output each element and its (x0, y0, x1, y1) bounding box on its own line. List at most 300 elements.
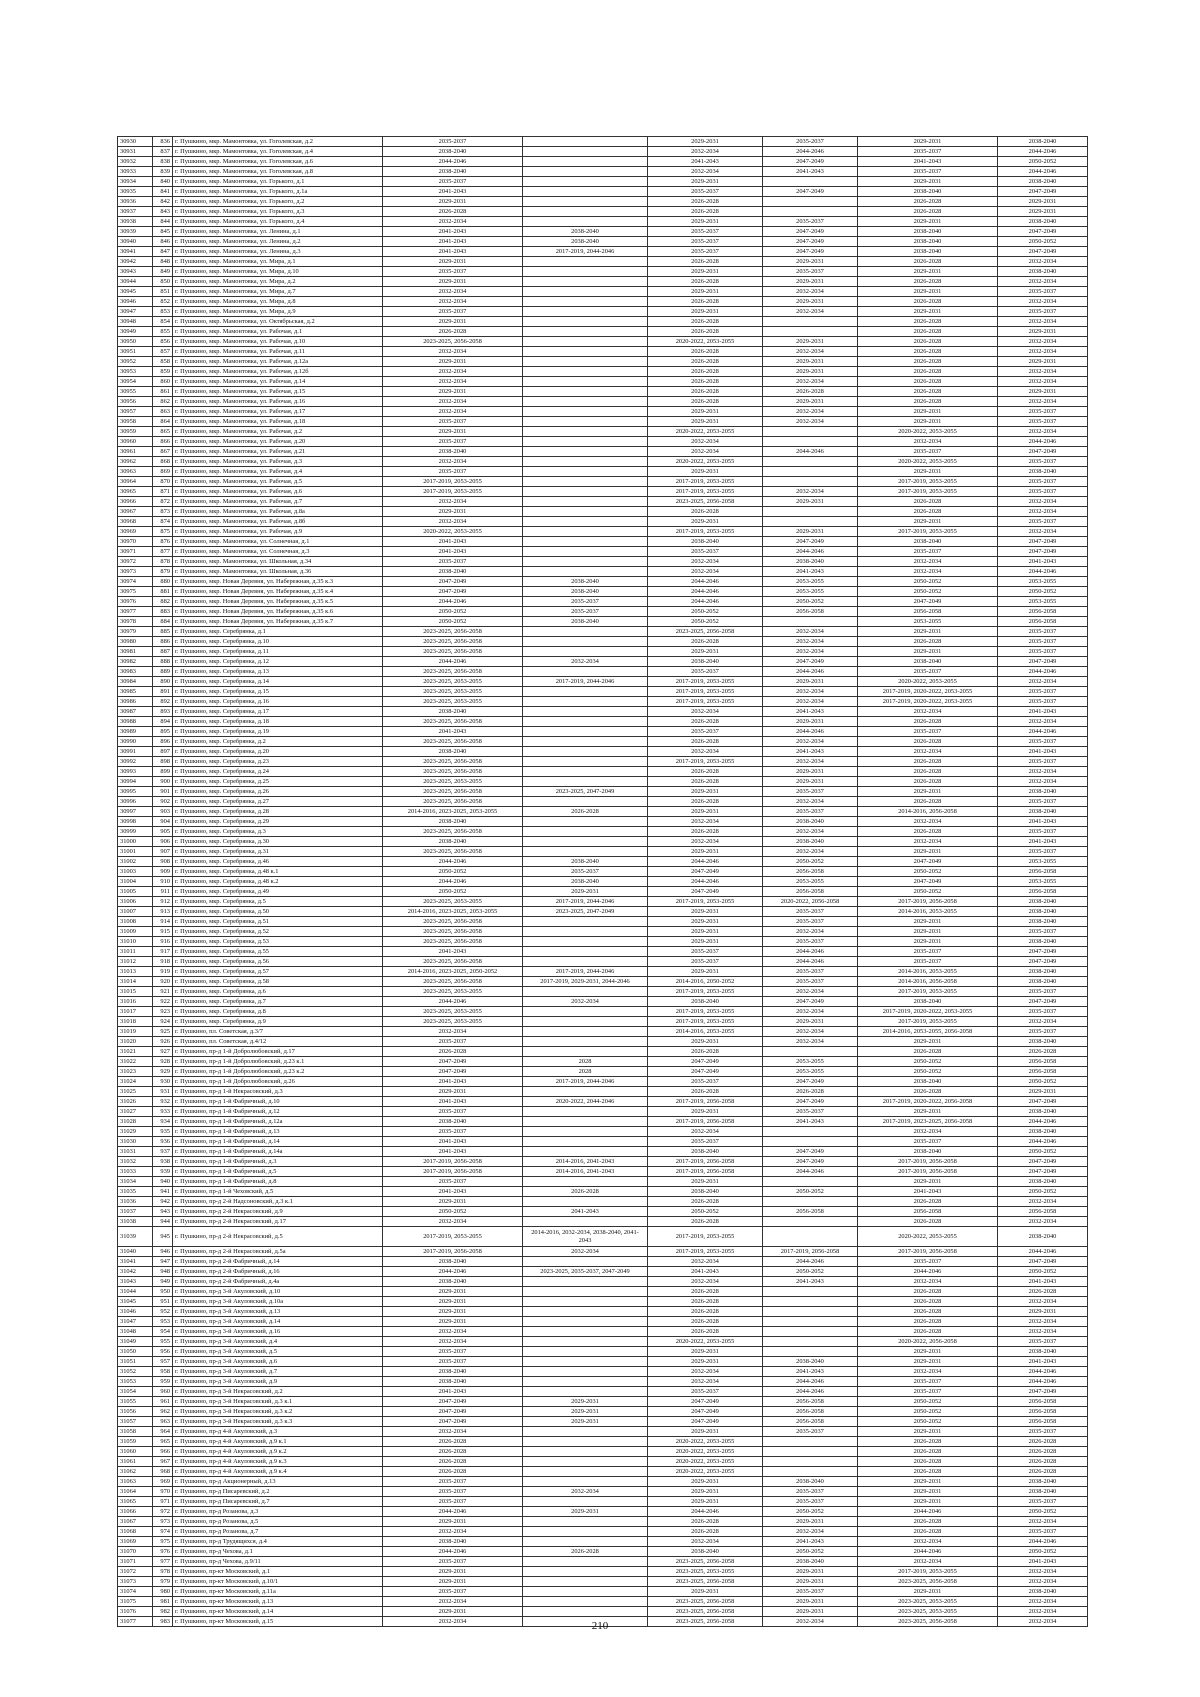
cell-period-1: 2041-2043 (383, 1187, 523, 1197)
cell-period-1: 2023-2025, 2053-2055 (383, 987, 523, 997)
register-table-container (117, 136, 1087, 1627)
cell-record-id: 30972 (118, 557, 153, 567)
cell-period-2 (523, 1447, 648, 1457)
cell-record-id: 30947 (118, 307, 153, 317)
cell-period-5: 2050-2052 (858, 1067, 998, 1077)
cell-period-5: 2032-2034 (858, 817, 998, 827)
cell-period-2 (523, 1047, 648, 1057)
cell-period-2: 2038-2040 (523, 237, 648, 247)
cell-period-3: 2026-2028 (648, 1307, 763, 1317)
cell-row-number: 937 (153, 1147, 173, 1157)
cell-period-2 (523, 487, 648, 497)
cell-period-5: 2026-2028 (858, 737, 998, 747)
cell-period-2 (523, 1517, 648, 1527)
cell-row-number: 951 (153, 1297, 173, 1307)
cell-period-1: 2032-2034 (383, 457, 523, 467)
cell-period-3: 2029-2031 (648, 137, 763, 147)
page-number: 210 (591, 1620, 609, 1632)
cell-address: г. Пушкино, мкр. Мамонтовка, ул. Рабочая, д.6 (173, 487, 383, 497)
cell-period-4: 2029-2031 (763, 257, 858, 267)
cell-address: г. Пушкино, мкр. Серебрянка, д.15 (173, 687, 383, 697)
cell-period-2 (523, 187, 648, 197)
cell-period-6: 2038-2040 (998, 1227, 1088, 1247)
cell-record-id: 30953 (118, 367, 153, 377)
cell-period-3: 2029-2031 (648, 647, 763, 657)
cell-period-6: 2032-2034 (998, 1327, 1088, 1337)
cell-row-number: 966 (153, 1447, 173, 1457)
cell-row-number: 918 (153, 957, 173, 967)
cell-period-5: 2050-2052 (858, 1407, 998, 1417)
table-row (118, 617, 1088, 627)
cell-row-number: 870 (153, 477, 173, 487)
table-row (118, 1377, 1088, 1387)
cell-period-4: 2032-2034 (763, 687, 858, 697)
cell-period-4: 2035-2037 (763, 977, 858, 987)
cell-period-1: 2038-2040 (383, 817, 523, 827)
cell-address: г. Пушкино, мкр. Мамонтовка, ул. Октябрьская, д.2 (173, 317, 383, 327)
cell-period-6: 2035-2037 (998, 287, 1088, 297)
cell-period-1: 2038-2040 (383, 1367, 523, 1377)
cell-period-1: 2044-2046 (383, 597, 523, 607)
cell-period-6: 2044-2046 (998, 1367, 1088, 1377)
cell-period-1: 2035-2037 (383, 1587, 523, 1597)
cell-period-3: 2038-2040 (648, 537, 763, 547)
cell-period-4: 2038-2040 (763, 1477, 858, 1487)
cell-period-6: 2053-2055 (998, 577, 1088, 587)
cell-period-5: 2032-2034 (858, 567, 998, 577)
cell-period-3: 2032-2034 (648, 557, 763, 567)
cell-period-4: 2044-2046 (763, 1167, 858, 1177)
cell-period-2: 2017-2019, 2044-2046 (523, 1077, 648, 1087)
cell-record-id: 31045 (118, 1297, 153, 1307)
cell-period-5: 2044-2046 (858, 1507, 998, 1517)
cell-address: г. Пушкино, мкр. Серебрянка, д.1 (173, 627, 383, 637)
cell-period-6: 2038-2040 (998, 937, 1088, 947)
cell-address: г. Пушкино, пр-д 1-й Фабричный, д.14 (173, 1137, 383, 1147)
table-row (118, 507, 1088, 517)
cell-period-3: 2029-2031 (648, 927, 763, 937)
cell-record-id: 30946 (118, 297, 153, 307)
cell-row-number: 857 (153, 347, 173, 357)
cell-address: г. Пушкино, пр-д 3-й Акуловский, д.13 (173, 1307, 383, 1317)
cell-row-number: 880 (153, 577, 173, 587)
cell-period-4: 2020-2022, 2056-2058 (763, 897, 858, 907)
cell-period-3: 2023-2025, 2056-2058 (648, 1597, 763, 1607)
cell-period-4 (763, 1337, 858, 1347)
cell-record-id: 31075 (118, 1597, 153, 1607)
cell-row-number: 933 (153, 1107, 173, 1117)
cell-row-number: 912 (153, 897, 173, 907)
cell-period-6: 2038-2040 (998, 967, 1088, 977)
cell-period-6: 2044-2046 (998, 727, 1088, 737)
cell-row-number: 907 (153, 847, 173, 857)
cell-address: г. Пушкино, пр-д 3-й Акуловский, д.4 (173, 1337, 383, 1347)
cell-period-1: 2029-2031 (383, 1577, 523, 1587)
cell-period-6: 2032-2034 (998, 397, 1088, 407)
cell-period-5: 2041-2043 (858, 1187, 998, 1197)
cell-row-number: 911 (153, 887, 173, 897)
cell-period-4: 2047-2049 (763, 157, 858, 167)
cell-period-6: 2044-2046 (998, 1537, 1088, 1547)
cell-period-5: 2026-2028 (858, 1527, 998, 1537)
cell-period-6: 2050-2052 (998, 587, 1088, 597)
table-row (118, 557, 1088, 567)
cell-address: г. Пушкино, мкр. Серебрянка, д.11 (173, 647, 383, 657)
cell-period-3: 2017-2019, 2053-2055 (648, 1227, 763, 1247)
cell-period-6: 2041-2043 (998, 707, 1088, 717)
cell-period-2: 2035-2037 (523, 867, 648, 877)
cell-record-id: 31063 (118, 1477, 153, 1487)
table-row (118, 1577, 1088, 1587)
cell-period-6: 2035-2037 (998, 1527, 1088, 1537)
cell-period-3: 2044-2046 (648, 857, 763, 867)
cell-period-6: 2038-2040 (998, 907, 1088, 917)
cell-period-4: 2050-2052 (763, 1187, 858, 1197)
cell-period-4: 2056-2058 (763, 607, 858, 617)
cell-row-number: 886 (153, 637, 173, 647)
cell-period-2 (523, 267, 648, 277)
cell-period-1: 2029-2031 (383, 427, 523, 437)
cell-record-id: 31065 (118, 1497, 153, 1507)
cell-address: г. Пушкино, пр-д 1-й Фабричный, д.14а (173, 1147, 383, 1157)
cell-period-1: 2038-2040 (383, 707, 523, 717)
cell-period-3: 2047-2049 (648, 887, 763, 897)
cell-row-number: 846 (153, 237, 173, 247)
capital-repair-schedule-table (117, 136, 1088, 1627)
cell-address: г. Пушкино, мкр. Мамонтовка, ул. Горького, д.4 (173, 217, 383, 227)
cell-record-id: 30969 (118, 527, 153, 537)
cell-period-3: 2026-2028 (648, 717, 763, 727)
cell-record-id: 31019 (118, 1027, 153, 1037)
cell-period-5: 2038-2040 (858, 237, 998, 247)
cell-period-6: 2047-2049 (998, 947, 1088, 957)
cell-period-4: 2032-2034 (763, 637, 858, 647)
cell-period-1: 2041-2043 (383, 247, 523, 257)
cell-period-5: 2029-2031 (858, 1347, 998, 1357)
table-row (118, 657, 1088, 667)
cell-period-5: 2026-2028 (858, 1437, 998, 1447)
cell-record-id: 31052 (118, 1367, 153, 1377)
cell-record-id: 30945 (118, 287, 153, 297)
cell-period-2 (523, 327, 648, 337)
cell-period-5: 2020-2022, 2053-2055 (858, 1227, 998, 1247)
cell-period-2: 2026-2028 (523, 807, 648, 817)
cell-period-4: 2032-2034 (763, 647, 858, 657)
cell-period-4: 2041-2043 (763, 1367, 858, 1377)
cell-period-2: 2038-2040 (523, 577, 648, 587)
cell-period-2 (523, 647, 648, 657)
cell-period-6: 2032-2034 (998, 1197, 1088, 1207)
cell-record-id: 30964 (118, 477, 153, 487)
cell-period-5: 2017-2019, 2053-2055 (858, 1567, 998, 1577)
cell-record-id: 31005 (118, 887, 153, 897)
cell-period-3: 2017-2019, 2053-2055 (648, 1007, 763, 1017)
cell-period-2 (523, 407, 648, 417)
cell-address: г. Пушкино, мкр. Мамонтовка, ул. Мира, д.10 (173, 267, 383, 277)
cell-period-2: 2029-2031 (523, 1397, 648, 1407)
cell-record-id: 31013 (118, 967, 153, 977)
cell-period-3: 2026-2028 (648, 827, 763, 837)
cell-record-id: 30939 (118, 227, 153, 237)
cell-row-number: 852 (153, 297, 173, 307)
cell-period-3: 2032-2034 (648, 1127, 763, 1137)
cell-period-6: 2038-2040 (998, 1487, 1088, 1497)
cell-row-number: 927 (153, 1047, 173, 1057)
cell-period-1: 2041-2043 (383, 537, 523, 547)
cell-period-3: 2047-2049 (648, 1407, 763, 1417)
cell-period-2 (523, 1297, 648, 1307)
cell-period-3: 2038-2040 (648, 1187, 763, 1197)
cell-period-5: 2026-2028 (858, 1467, 998, 1477)
cell-row-number: 879 (153, 567, 173, 577)
table-row (118, 997, 1088, 1007)
cell-period-6: 2044-2046 (998, 667, 1088, 677)
cell-period-3: 2029-2031 (648, 407, 763, 417)
cell-period-6: 2032-2034 (998, 1597, 1088, 1607)
cell-address: г. Пушкино, пр-д 2-й Некрасовский, д.9 (173, 1207, 383, 1217)
cell-period-2: 2029-2031 (523, 1417, 648, 1427)
cell-period-2: 2029-2031 (523, 1407, 648, 1417)
cell-period-2 (523, 147, 648, 157)
cell-period-4: 2035-2037 (763, 907, 858, 917)
table-row (118, 1227, 1088, 1247)
cell-period-1: 2038-2040 (383, 567, 523, 577)
table-row (118, 937, 1088, 947)
cell-period-3: 2038-2040 (648, 1547, 763, 1557)
cell-period-2 (523, 527, 648, 537)
cell-period-3: 2032-2034 (648, 837, 763, 847)
cell-period-6: 2038-2040 (998, 807, 1088, 817)
cell-period-5: 2029-2031 (858, 647, 998, 657)
table-row (118, 1557, 1088, 1567)
cell-period-3: 2047-2049 (648, 1417, 763, 1427)
cell-row-number: 977 (153, 1557, 173, 1567)
cell-row-number: 849 (153, 267, 173, 277)
cell-period-2 (523, 957, 648, 967)
cell-row-number: 957 (153, 1357, 173, 1367)
cell-period-2 (523, 927, 648, 937)
table-row (118, 447, 1088, 457)
cell-record-id: 30956 (118, 397, 153, 407)
cell-period-2: 2023-2025, 2047-2049 (523, 787, 648, 797)
cell-period-2 (523, 707, 648, 717)
cell-period-4 (763, 477, 858, 487)
cell-record-id: 31055 (118, 1397, 153, 1407)
cell-period-6: 2032-2034 (998, 1317, 1088, 1327)
cell-address: г. Пушкино, пр-д Розанова, д.5 (173, 1517, 383, 1527)
cell-period-1: 2050-2052 (383, 1207, 523, 1217)
cell-period-4: 2056-2058 (763, 1417, 858, 1427)
cell-period-1: 2032-2034 (383, 1027, 523, 1037)
cell-period-4: 2029-2031 (763, 337, 858, 347)
cell-row-number: 974 (153, 1527, 173, 1537)
cell-period-1: 2023-2025, 2056-2058 (383, 927, 523, 937)
cell-address: г. Пушкино, пр-д 3-й Акуловский, д.6 (173, 1357, 383, 1367)
cell-record-id: 30984 (118, 677, 153, 687)
cell-record-id: 31017 (118, 1007, 153, 1017)
table-row (118, 227, 1088, 237)
cell-period-2: 2032-2034 (523, 1247, 648, 1257)
cell-row-number: 904 (153, 817, 173, 827)
cell-period-6: 2044-2046 (998, 1377, 1088, 1387)
cell-period-3: 2029-2031 (648, 807, 763, 817)
cell-row-number: 921 (153, 987, 173, 997)
cell-record-id: 30990 (118, 737, 153, 747)
table-row (118, 967, 1088, 977)
cell-period-3: 2020-2022, 2053-2055 (648, 427, 763, 437)
cell-period-5: 2026-2028 (858, 797, 998, 807)
cell-period-3: 2017-2019, 2056-2058 (648, 1157, 763, 1167)
cell-address: г. Пушкино, пр-д 3-й Некрасовский, д.3 к.2 (173, 1407, 383, 1417)
cell-row-number: 843 (153, 207, 173, 217)
cell-row-number: 943 (153, 1207, 173, 1217)
cell-period-3: 2029-2031 (648, 1177, 763, 1187)
cell-period-6: 2047-2049 (998, 997, 1088, 1007)
cell-period-2 (523, 737, 648, 747)
cell-period-3: 2035-2037 (648, 1137, 763, 1147)
cell-address: г. Пушкино, мкр. Новая Деревня, ул. Набережная, д.35 к.6 (173, 607, 383, 617)
cell-record-id: 31015 (118, 987, 153, 997)
table-row (118, 947, 1088, 957)
cell-row-number: 881 (153, 587, 173, 597)
cell-row-number: 980 (153, 1587, 173, 1597)
cell-record-id: 30987 (118, 707, 153, 717)
cell-period-6: 2032-2034 (998, 277, 1088, 287)
cell-row-number: 910 (153, 877, 173, 887)
cell-address: г. Пушкино, мкр. Серебрянка, д.13 (173, 667, 383, 677)
cell-period-4: 2029-2031 (763, 1597, 858, 1607)
table-row (118, 1067, 1088, 1077)
cell-period-6: 2044-2046 (998, 437, 1088, 447)
cell-record-id: 31026 (118, 1097, 153, 1107)
cell-period-4: 2032-2034 (763, 487, 858, 497)
table-row (118, 1267, 1088, 1277)
cell-record-id: 30931 (118, 147, 153, 157)
cell-period-6: 2029-2031 (998, 387, 1088, 397)
cell-address: г. Пушкино, мкр. Новая Деревня, ул. Набережная, д.35 к.3 (173, 577, 383, 587)
cell-period-4 (763, 177, 858, 187)
cell-address: г. Пушкино, мкр. Мамонтовка, ул. Рабочая, д.8а (173, 507, 383, 517)
cell-period-1: 2038-2040 (383, 1277, 523, 1287)
cell-record-id: 30993 (118, 767, 153, 777)
cell-period-3: 2017-2019, 2053-2055 (648, 1247, 763, 1257)
cell-period-6: 2050-2052 (998, 157, 1088, 167)
cell-period-4: 2035-2037 (763, 967, 858, 977)
cell-period-5: 2056-2058 (858, 607, 998, 617)
cell-period-2 (523, 627, 648, 637)
cell-period-5: 2026-2028 (858, 507, 998, 517)
cell-period-4: 2047-2049 (763, 537, 858, 547)
table-row (118, 397, 1088, 407)
table-row (118, 457, 1088, 467)
cell-period-3: 2035-2037 (648, 237, 763, 247)
cell-row-number: 936 (153, 1137, 173, 1147)
cell-period-6: 2032-2034 (998, 1567, 1088, 1577)
table-row (118, 1337, 1088, 1347)
cell-period-4: 2044-2046 (763, 957, 858, 967)
cell-period-5: 2017-2019, 2056-2058 (858, 897, 998, 907)
cell-record-id: 30975 (118, 587, 153, 597)
cell-row-number: 932 (153, 1097, 173, 1107)
cell-period-1: 2035-2037 (383, 417, 523, 427)
cell-period-5: 2029-2031 (858, 627, 998, 637)
cell-period-5: 2026-2028 (858, 757, 998, 767)
cell-period-1: 2038-2040 (383, 837, 523, 847)
cell-period-6: 2044-2046 (998, 1137, 1088, 1147)
cell-period-4: 2035-2037 (763, 1427, 858, 1437)
cell-period-1: 2038-2040 (383, 1117, 523, 1127)
table-row (118, 1447, 1088, 1457)
cell-period-6: 2041-2043 (998, 1557, 1088, 1567)
cell-period-4: 2032-2034 (763, 1617, 858, 1627)
cell-address: г. Пушкино, пр-д 1-й Добролюбовский, д.23 к.1 (173, 1057, 383, 1067)
cell-period-4: 2035-2037 (763, 917, 858, 927)
cell-period-5: 2029-2031 (858, 407, 998, 417)
cell-record-id: 30997 (118, 807, 153, 817)
cell-period-4: 2035-2037 (763, 137, 858, 147)
cell-period-2 (523, 437, 648, 447)
cell-period-4: 2047-2049 (763, 237, 858, 247)
cell-period-6: 2047-2049 (998, 957, 1088, 967)
cell-period-5: 2029-2031 (858, 1587, 998, 1597)
cell-address: г. Пушкино, пр-д 2-й Некрасовский, д.5 (173, 1227, 383, 1247)
cell-period-4: 2029-2031 (763, 497, 858, 507)
cell-row-number: 885 (153, 627, 173, 637)
cell-period-3: 2023-2025, 2056-2058 (648, 1557, 763, 1567)
table-row (118, 597, 1088, 607)
cell-period-4: 2047-2049 (763, 1077, 858, 1087)
cell-address: г. Пушкино, пр-д 1-й Фабричный, д.5 (173, 1167, 383, 1177)
cell-address: г. Пушкино, пр-кт Московский, д.15 (173, 1617, 383, 1627)
cell-period-5: 2035-2037 (858, 447, 998, 457)
cell-period-4: 2029-2031 (763, 1517, 858, 1527)
cell-period-3: 2020-2022, 2053-2055 (648, 337, 763, 347)
cell-period-6: 2038-2040 (998, 1127, 1088, 1137)
cell-period-2 (523, 197, 648, 207)
cell-period-1: 2026-2028 (383, 1047, 523, 1057)
cell-row-number: 942 (153, 1197, 173, 1207)
cell-period-1: 2044-2046 (383, 1547, 523, 1557)
cell-period-1: 2038-2040 (383, 1537, 523, 1547)
table-row (118, 567, 1088, 577)
cell-record-id: 30996 (118, 797, 153, 807)
cell-address: г. Пушкино, мкр. Мамонтовка, ул. Рабочая, д.21 (173, 447, 383, 457)
cell-period-4: 2029-2031 (763, 277, 858, 287)
cell-period-5: 2026-2028 (858, 777, 998, 787)
cell-row-number: 928 (153, 1057, 173, 1067)
cell-period-6: 2056-2058 (998, 1057, 1088, 1067)
cell-record-id: 31007 (118, 907, 153, 917)
cell-period-5: 2020-2022, 2053-2055 (858, 677, 998, 687)
cell-period-6: 2032-2034 (998, 1217, 1088, 1227)
cell-row-number: 961 (153, 1397, 173, 1407)
cell-period-2 (523, 1567, 648, 1577)
cell-period-6: 2050-2052 (998, 1077, 1088, 1087)
table-row (118, 187, 1088, 197)
cell-row-number: 969 (153, 1477, 173, 1487)
cell-row-number: 863 (153, 407, 173, 417)
cell-period-6: 2044-2046 (998, 147, 1088, 157)
cell-period-3: 2017-2019, 2053-2055 (648, 527, 763, 537)
cell-row-number: 952 (153, 1307, 173, 1317)
cell-period-1: 2038-2040 (383, 1377, 523, 1387)
cell-period-3: 2047-2049 (648, 1397, 763, 1407)
cell-period-2: 2028 (523, 1057, 648, 1067)
cell-period-6: 2035-2037 (998, 1027, 1088, 1037)
cell-period-2 (523, 217, 648, 227)
cell-period-5: 2035-2037 (858, 667, 998, 677)
table-row (118, 1407, 1088, 1417)
